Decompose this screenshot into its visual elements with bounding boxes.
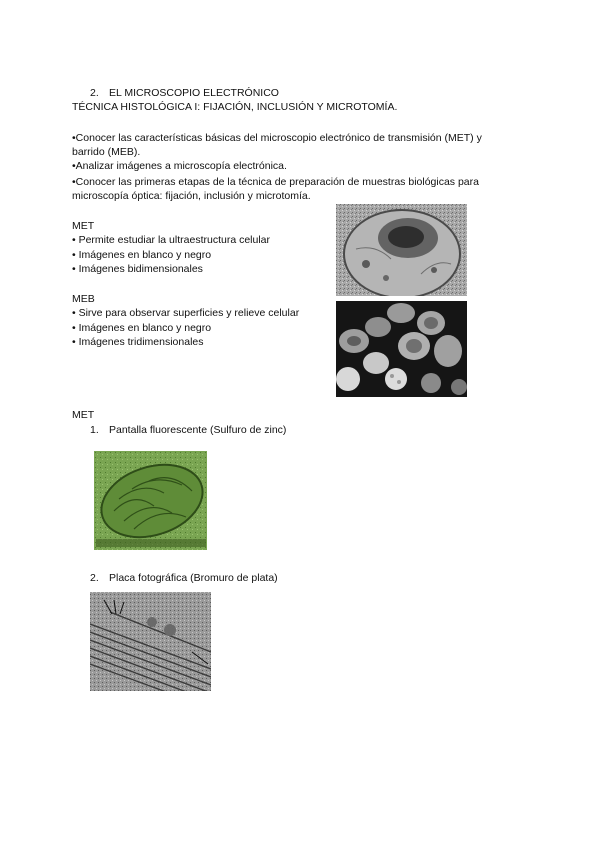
meb-bullet: • Imágenes tridimensionales (72, 336, 204, 348)
photographic-plate-image (90, 592, 211, 691)
met-part-label: Pantalla fluorescente (Sulfuro de zinc) (109, 424, 287, 436)
section-number: 2. (90, 87, 99, 99)
section-subtitle: TÉCNICA HISTOLÓGICA I: FIJACIÓN, INCLUSIÓN Y MICROTOMÍA. (72, 101, 398, 113)
objective-line: •Conocer las características básicas del microscopio electrónico de transmisión (MET) y (72, 132, 482, 144)
meb-heading: MEB (72, 293, 95, 305)
met-bullet: • Imágenes en blanco y negro (72, 249, 212, 261)
tem-cell-micrograph (336, 204, 467, 296)
met-heading: MET (72, 220, 95, 232)
section-title: EL MICROSCOPIO ELECTRÓNICO (109, 87, 279, 99)
objective-line: barrido (MEB). (72, 146, 141, 158)
fluorescent-screen-image (94, 451, 207, 550)
met-part-label: Placa fotográfica (Bromuro de plata) (109, 572, 278, 584)
meb-bullet: • Imágenes en blanco y negro (72, 322, 212, 334)
objective-line: •Conocer las primeras etapas de la técnica de preparación de muestras biológicas para (72, 176, 479, 188)
objective-line: microscopía óptica: fijación, inclusión y microtomía. (72, 190, 311, 202)
met-part-number: 2. (90, 572, 99, 584)
met-bullet: • Imágenes bidimensionales (72, 263, 203, 275)
met-bullet: • Permite estudiar la ultraestructura celular (72, 234, 271, 246)
met-parts-heading: MET (72, 409, 95, 421)
met-part-number: 1. (90, 424, 99, 436)
meb-bullet: • Sirve para observar superficies y relieve celular (72, 307, 300, 319)
sem-blood-cells-micrograph (336, 301, 467, 397)
objective-line: •Analizar imágenes a microscopía electrónica. (72, 160, 287, 172)
